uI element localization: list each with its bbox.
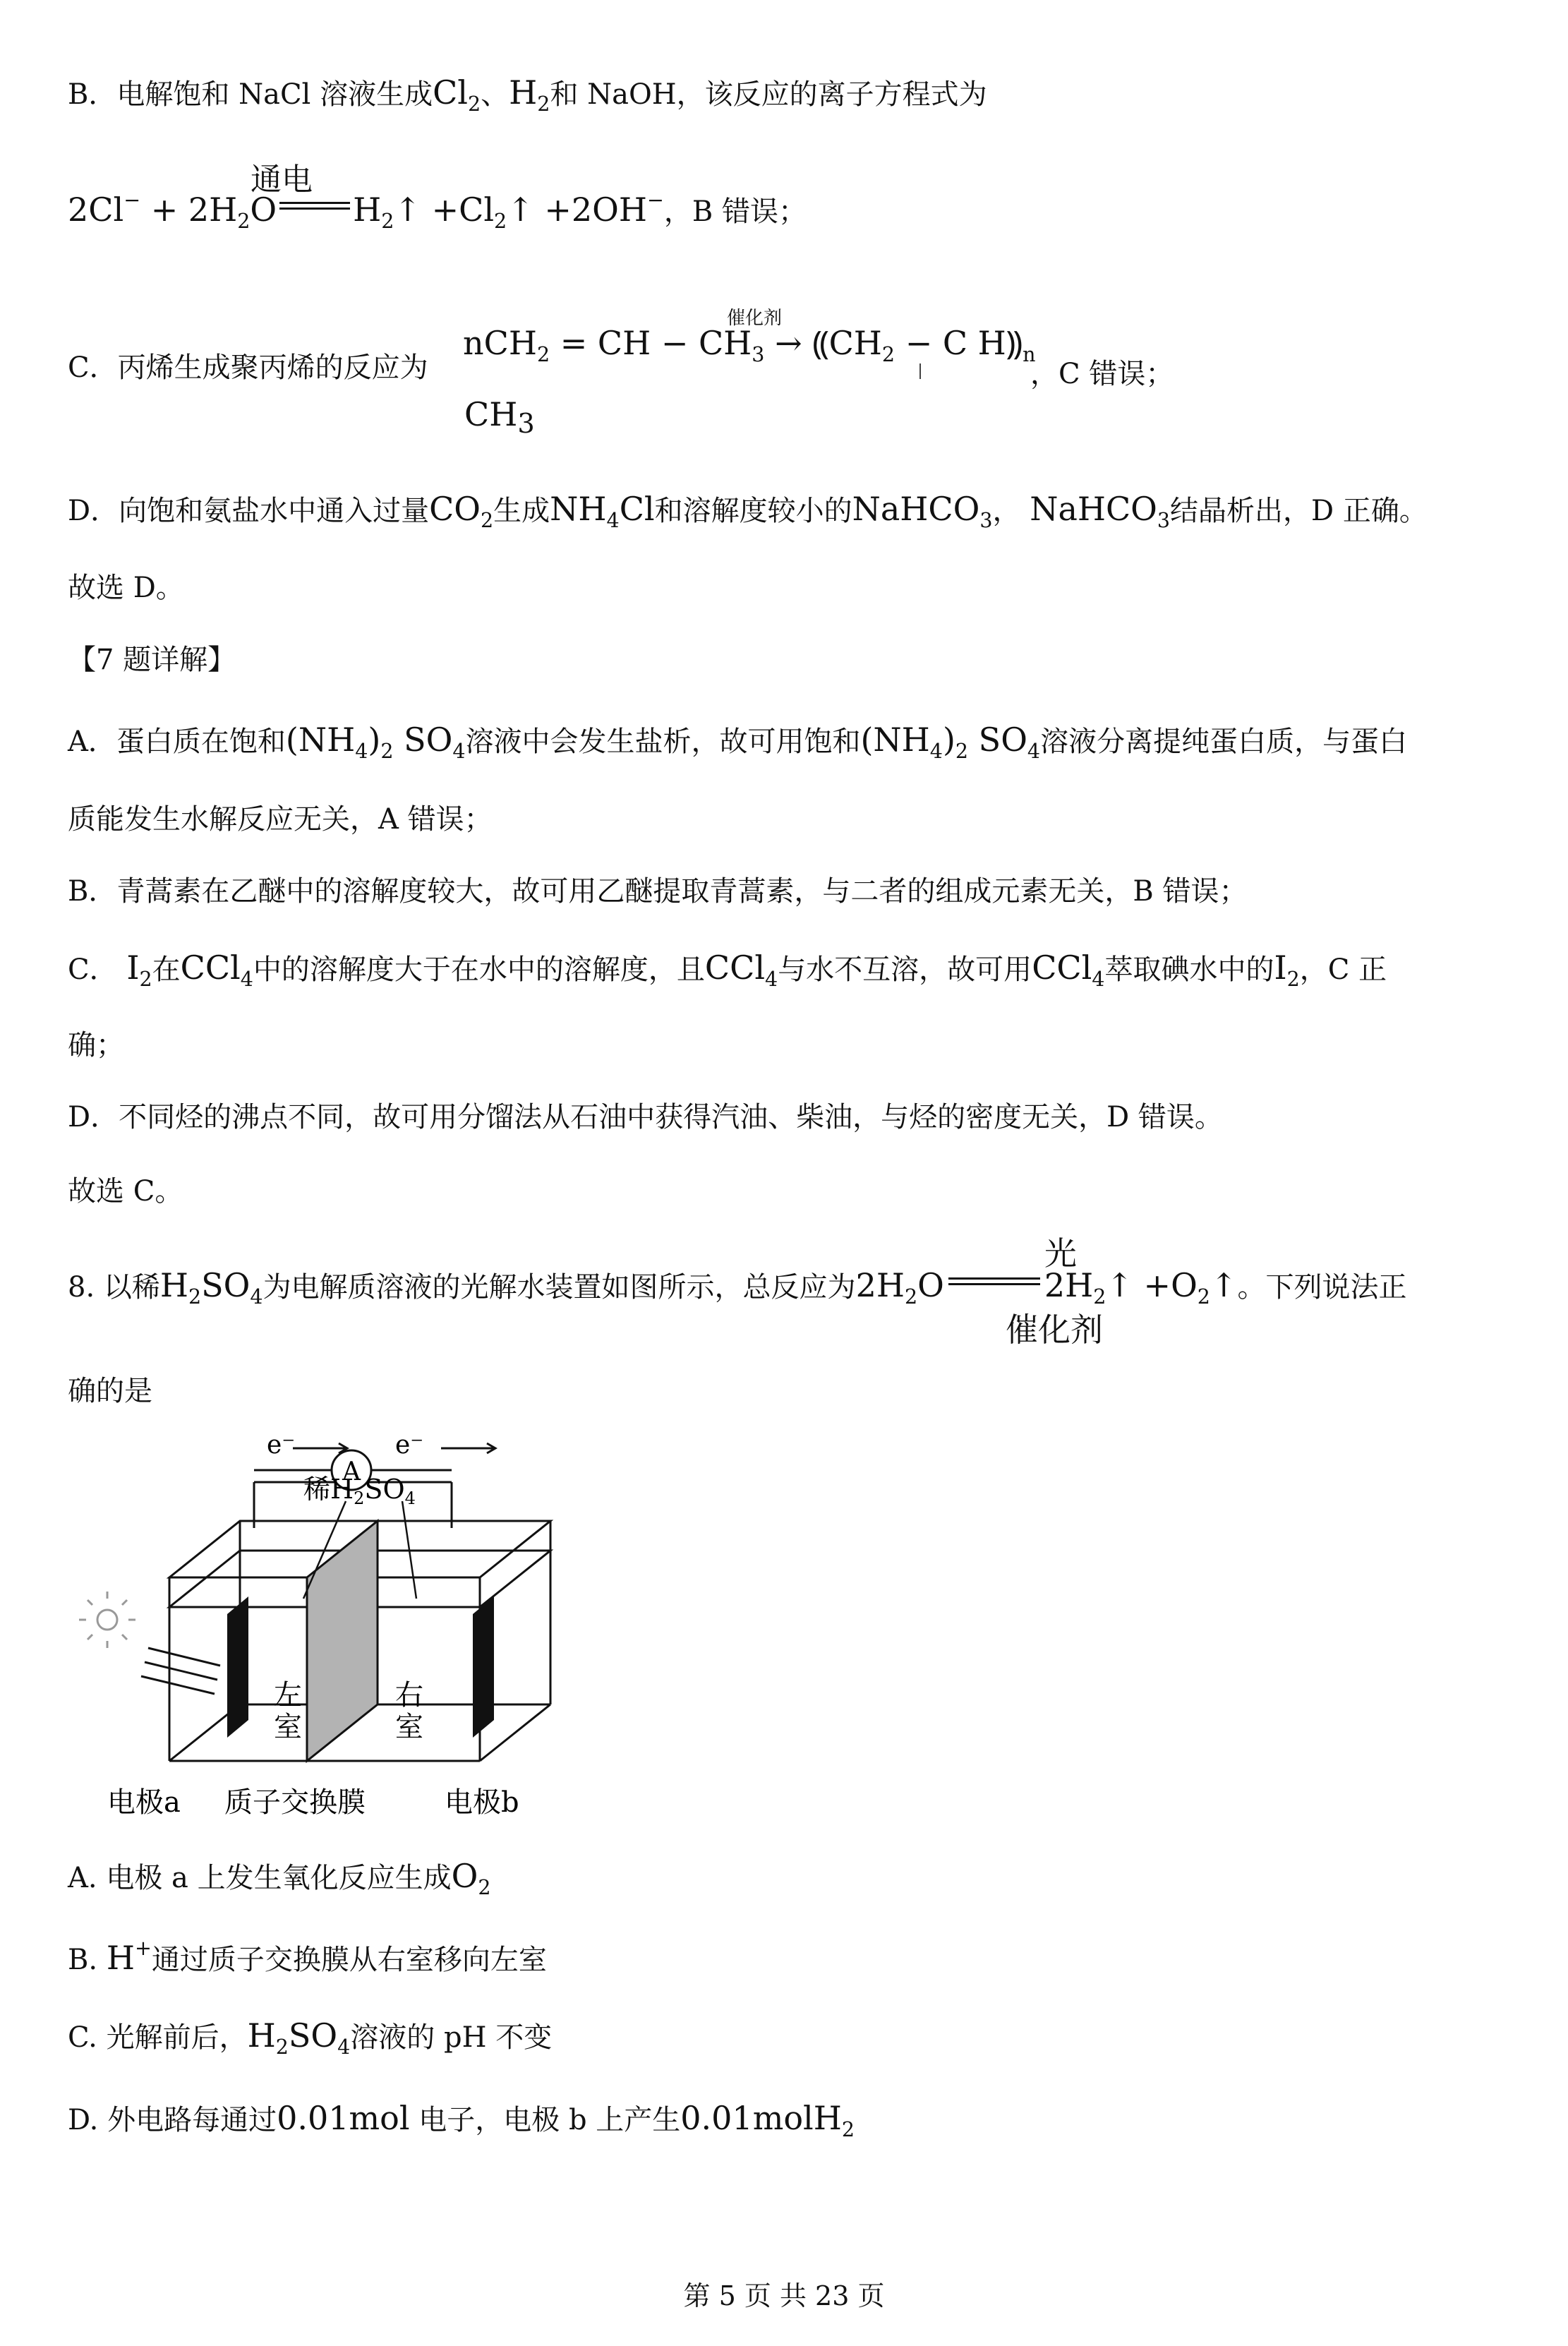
- left-room-label: 左: [274, 1679, 302, 1712]
- line-d-statement: D．向饱和氨盐水中通入过量$CO_2$生成$NH_4Cl$和溶解度较小的NaHCO$_3$， NaHCO$_3$结晶析出，D 正确。: [68, 490, 1428, 532]
- option-a: A. 电极 a 上发生氧化反应生成$O_2$: [68, 1857, 491, 1899]
- electrode-b-plate: [473, 1596, 494, 1738]
- c-eq-tail: ，C 错误；: [1030, 358, 1174, 390]
- c-sub-ch3: $CH_3$: [464, 395, 535, 440]
- choose-d: 故选 D。: [68, 572, 184, 604]
- electrode-b-label: 电极b: [445, 1786, 519, 1819]
- q7-a-line1: A．蛋白质在饱和$(NH_4)_2$ $SO_4$溶液中会发生盐析，故可用饱和$(NH_4)_2$ $SO_4$溶液分离提纯蛋白质，与蛋白: [68, 721, 1408, 763]
- c-sub-bond: [919, 363, 921, 379]
- ammeter-label: A: [342, 1457, 361, 1486]
- right-room-label-2: 室: [395, 1711, 423, 1743]
- option-b: B. H+通过质子交换膜从右室移向左室: [68, 1937, 547, 1977]
- q8-line1: 8. 以稀$H_2SO_4$为电解质溶液的光解水装置如图所示，总反应为$2H_2O$ $2H_2↑$ $+O_2↑$。下列说法正: [68, 1266, 1407, 1309]
- membrane-label: 质子交换膜: [224, 1786, 366, 1819]
- electron-label-left: e⁻: [267, 1431, 296, 1460]
- q7-b: B．青蒿素在乙醚中的溶解度较大，故可用乙醚提取青蒿素，与二者的组成元素无关，B 错误；: [68, 875, 1248, 908]
- c-prefix: C．丙烯生成聚丙烯的反应为: [68, 351, 428, 384]
- option-c: C. 光解前后，$H_2SO_4$溶液的 pH 不变: [68, 2016, 553, 2059]
- q7-c-line2: 确；: [68, 1029, 124, 1061]
- sun-icon: [79, 1592, 135, 1648]
- electrode-a-plate: [227, 1596, 248, 1738]
- electrode-a-label: 电极a: [107, 1786, 181, 1819]
- q7-d: D．不同烃的沸点不同，故可用分馏法从石油中获得汽油、柴油，与烃的密度无关，D 错误。: [68, 1101, 1223, 1133]
- b-tail: ，B 错误；: [663, 195, 807, 228]
- q8-eq-light: 光: [1044, 1234, 1077, 1273]
- left-room-label-2: 室: [274, 1711, 302, 1743]
- line-b-equation: $2Cl^- + 2H_2O$ $H_2↑$ $+Cl_2↑ +2OH^-$，B 错误；: [68, 188, 807, 233]
- q7-c-line1: C． $I_2$在CCl$_4$中的溶解度大于在水中的溶解度，且CCl$_4$与水不互溶，故可用CCl$_4$萃取碘水中的$I_2$，C 正: [68, 949, 1387, 991]
- electron-label-right: e⁻: [395, 1431, 424, 1460]
- right-room-label: 右: [395, 1679, 423, 1712]
- q8-line2: 确的是: [68, 1375, 152, 1407]
- solution-label: 稀$H_2SO_4$: [303, 1474, 416, 1508]
- q7-a-line2: 质能发生水解反应无关，A 错误；: [68, 803, 493, 836]
- photolysis-apparatus-diagram: [64, 1422, 600, 1831]
- q7-header: 【7 题详解】: [68, 644, 236, 676]
- b-eq-condition: 通电: [251, 162, 313, 198]
- q8-eq-catalyst: 催化剂: [1006, 1311, 1103, 1349]
- light-rays: [141, 1648, 220, 1694]
- page-footer: 第 5 页 共 23 页: [683, 2280, 885, 2311]
- c-eq-catalyst: 催化剂: [727, 308, 783, 329]
- c-equation: nCH$_2$ = CH − $CH_3$ → $⸨CH_2 - C$ $H⸩_n$: [463, 324, 1036, 366]
- line-b-statement: B．电解饱和 NaCl 溶液生成$Cl_2$、$H_2$和 NaOH，该反应的离子方程式为: [68, 73, 987, 116]
- line-c-statement: [68, 351, 428, 384]
- choose-c: 故选 C。: [68, 1175, 183, 1208]
- proton-exchange-membrane: [307, 1521, 378, 1761]
- option-d: D. 外电路每通过0.01mol 电子，电极 b 上产生0.01molH$_2$: [68, 2099, 855, 2141]
